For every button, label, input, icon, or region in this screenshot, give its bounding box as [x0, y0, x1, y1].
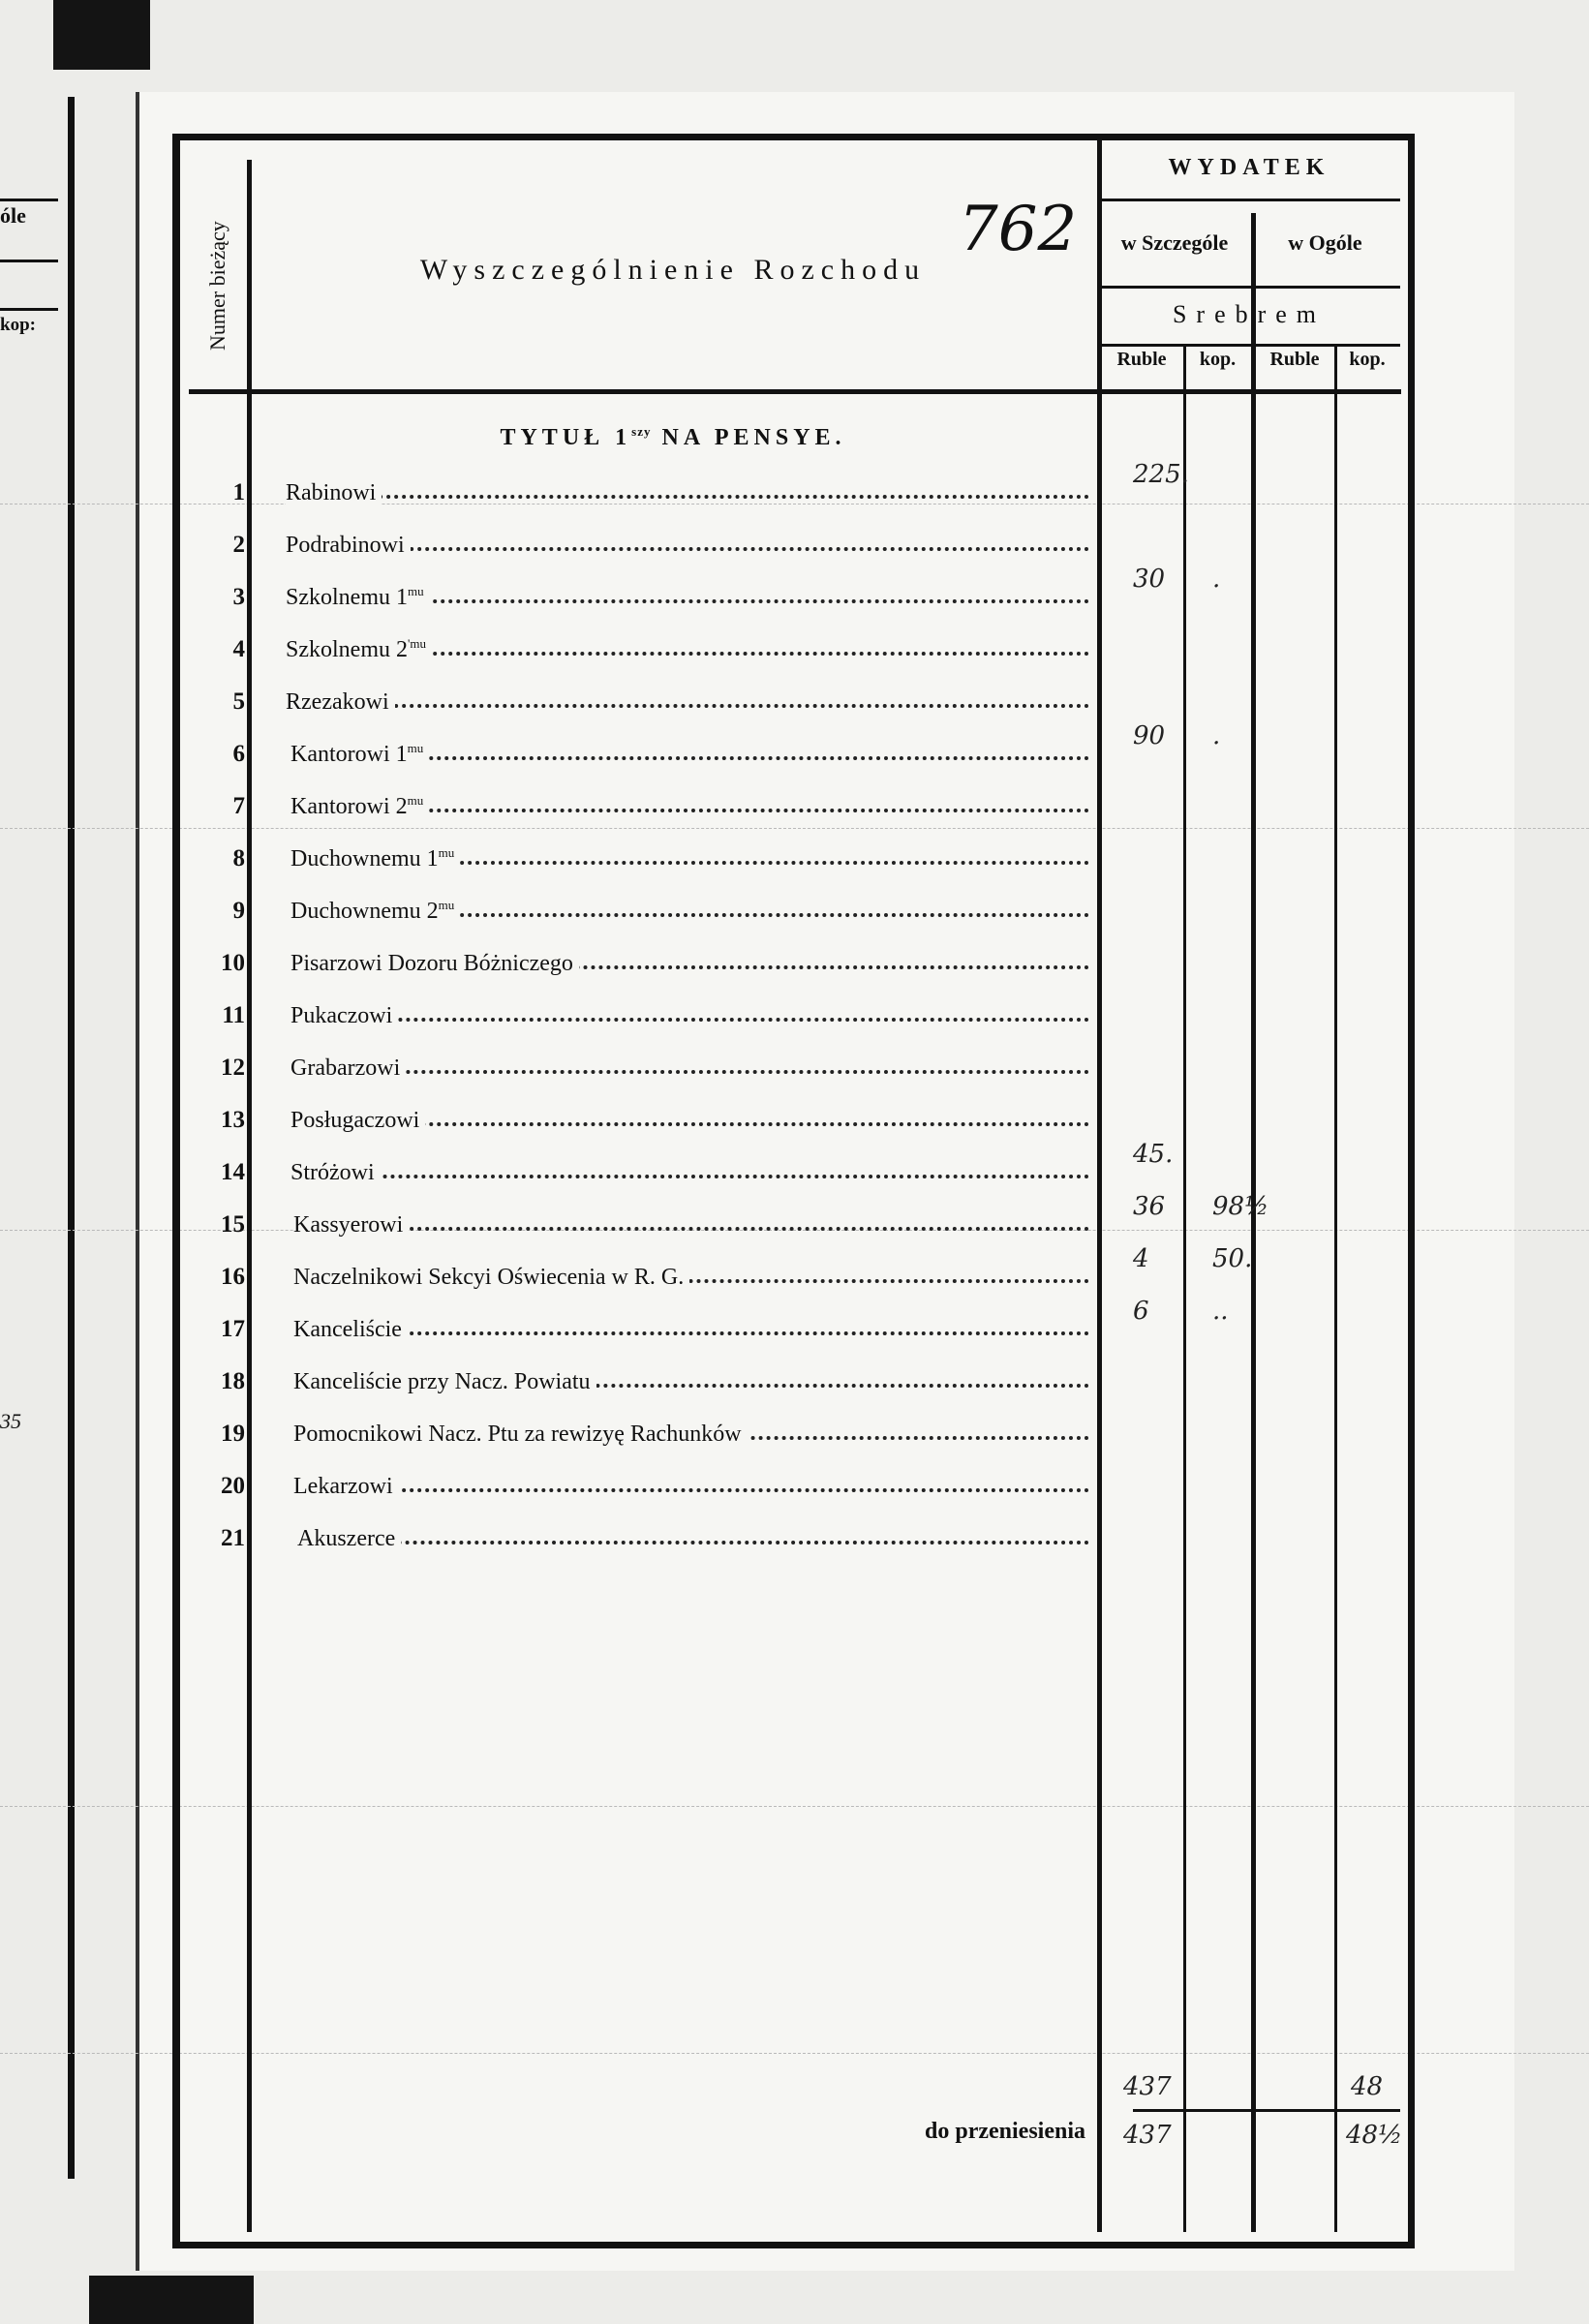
row-label — [293, 1473, 399, 1500]
row-label-sup: mu — [407, 793, 424, 808]
row-label-text: Kantorowi 1 — [290, 742, 408, 767]
table-row — [189, 1211, 1099, 1264]
row-number: 17 — [221, 1316, 245, 1342]
row-number: 13 — [221, 1107, 245, 1133]
row-label — [293, 1368, 596, 1395]
rubles-detail-header: Ruble — [1116, 349, 1167, 370]
srebrem-rule — [1097, 286, 1400, 289]
row-label-text: Rabinowi — [286, 480, 377, 505]
handwritten-page-number: 762 — [959, 194, 1078, 265]
row-number: 3 — [232, 584, 245, 610]
table-row — [189, 1368, 1099, 1421]
table-row — [189, 1107, 1099, 1159]
table-row — [189, 1421, 1099, 1473]
row-number: 14 — [221, 1159, 245, 1185]
row-label-text: Pukaczowi — [290, 1003, 393, 1028]
row-label-text: Akuszerce — [297, 1526, 396, 1551]
detail-rubles-value: 4 — [1133, 1244, 1149, 1273]
binding-tab-bottom — [89, 2276, 254, 2324]
detail-rubles-value: 36 — [1133, 1192, 1166, 1221]
row-label — [290, 845, 460, 872]
row-number: 2 — [232, 532, 245, 558]
leader-dots — [290, 1070, 1089, 1074]
left-page-rule — [0, 308, 58, 311]
leader-dots — [293, 1488, 1089, 1492]
table-row — [189, 688, 1099, 741]
row-number: 21 — [221, 1525, 245, 1551]
row-label — [290, 1002, 398, 1029]
row-label — [290, 1107, 425, 1134]
rubles-total-header: Ruble — [1269, 349, 1320, 370]
row-label-text: Posługaczowi — [290, 1108, 420, 1133]
row-label-text: Kantorowi 2 — [290, 794, 408, 819]
row-number: 15 — [221, 1211, 245, 1238]
row-number: 4 — [232, 636, 245, 662]
row-label-text: Duchownemu 1 — [290, 846, 439, 872]
row-label-text: Naczelnikowi Sekcyi Oświecenia w R. G. — [293, 1265, 685, 1290]
left-page-fragment: kop: — [0, 315, 36, 335]
row-label-text: Pomocnikowi Nacz. Ptu za rewizyę Rachunków — [293, 1422, 742, 1447]
row-number: 11 — [222, 1002, 245, 1028]
detail-kopecks-value: . — [1212, 565, 1221, 594]
left-page-fragment: 35 — [0, 1409, 21, 1433]
row-label-text: Rzezakowi — [286, 689, 389, 715]
row-label-text: Pisarzowi Dozoru Bóżniczego — [290, 951, 573, 976]
section-title — [252, 424, 1094, 451]
row-number: 10 — [221, 950, 245, 976]
leader-dots — [297, 1541, 1089, 1544]
detail-total-divider — [1251, 213, 1256, 2232]
table-row — [189, 1159, 1099, 1211]
row-label-text: Podrabinowi — [286, 533, 405, 558]
table-row — [189, 898, 1099, 950]
row-label — [286, 532, 411, 559]
row-number: 7 — [232, 793, 245, 819]
left-page-rule — [0, 260, 58, 262]
row-label — [290, 741, 429, 768]
number-column-header: Numer bieżący — [205, 221, 229, 351]
row-label-text: Grabarzowi — [290, 1055, 401, 1081]
row-number: 9 — [232, 898, 245, 924]
carry-forward-label: do przeniesienia — [925, 2119, 1085, 2144]
row-label — [286, 584, 430, 611]
leader-dots — [286, 704, 1089, 708]
row-label — [297, 1525, 401, 1552]
table-row — [189, 845, 1099, 898]
kopecks-detail-header: kop. — [1199, 349, 1237, 370]
table-row — [189, 950, 1099, 1002]
sum-rubles: 437 — [1123, 2072, 1172, 2101]
leader-dots — [290, 1175, 1089, 1178]
detail-kopecks-value: 98½ — [1212, 1192, 1269, 1221]
kopecks-total-divider — [1334, 344, 1337, 2232]
table-row — [189, 1264, 1099, 1316]
row-label — [286, 688, 395, 716]
row-label — [293, 1316, 408, 1343]
row-label — [293, 1211, 409, 1238]
row-label — [286, 636, 432, 663]
row-label — [293, 1264, 689, 1291]
left-page-rule — [0, 199, 58, 201]
row-label — [286, 479, 382, 506]
row-label-text: Szkolnemu 1 — [286, 585, 408, 610]
sum-kopecks: 48 — [1351, 2072, 1384, 2101]
row-number: 8 — [232, 845, 245, 872]
row-label-sup: mu — [407, 741, 424, 755]
section-title-main: TYTUŁ 1 — [500, 425, 632, 450]
detail-column-header: w Szczególe — [1120, 230, 1229, 255]
row-label — [290, 1055, 406, 1082]
detail-rubles-value: 45. — [1133, 1140, 1174, 1169]
detail-rubles-value: 90 — [1133, 721, 1166, 750]
detail-rubles-value: 6 — [1133, 1297, 1149, 1326]
left-page-fragment: óle — [0, 203, 26, 228]
row-number: 5 — [232, 688, 245, 715]
currency-subheader-rule — [1097, 344, 1400, 347]
row-label-sup: mu — [438, 845, 455, 860]
leader-dots — [290, 1018, 1089, 1022]
row-number: 12 — [221, 1055, 245, 1081]
table-row — [189, 793, 1099, 845]
row-label-text: Lekarzowi — [293, 1474, 393, 1499]
leader-dots — [286, 495, 1089, 499]
section-title-sup: szy — [631, 424, 652, 439]
left-page-edge — [0, 97, 75, 2179]
page-title: Wyszczególnienie Rozchodu — [419, 254, 927, 286]
wydatek-rule — [1097, 199, 1400, 201]
table-row — [189, 1525, 1099, 1577]
table-row — [189, 479, 1099, 532]
table-row — [189, 1002, 1099, 1055]
kopecks-total-header: kop. — [1349, 349, 1386, 370]
detail-rubles-value: 225. — [1133, 460, 1189, 489]
row-label-text: Kanceliście — [293, 1317, 402, 1342]
row-label-text: Szkolnemu 2 — [286, 637, 408, 662]
row-number: 19 — [221, 1421, 245, 1447]
currency-header: Srebrem — [1172, 300, 1327, 328]
header-bottom-rule — [189, 389, 1401, 394]
leader-dots — [293, 1331, 1089, 1335]
binding-tab-top — [53, 0, 150, 70]
table-row — [189, 532, 1099, 584]
row-label-text: Kassyerowi — [293, 1212, 404, 1238]
expense-header: WYDATEK — [1168, 155, 1330, 180]
table-row — [189, 741, 1099, 793]
row-number: 1 — [232, 479, 245, 505]
table-row — [189, 1473, 1099, 1525]
totals-rule — [1133, 2109, 1400, 2112]
detail-kopecks-value: 50. — [1212, 1244, 1253, 1273]
table-row — [189, 1055, 1099, 1107]
table-row — [189, 584, 1099, 636]
row-number: 6 — [232, 741, 245, 767]
row-label — [290, 1159, 381, 1186]
row-number: 16 — [221, 1264, 245, 1290]
leader-dots — [293, 1227, 1089, 1231]
row-label-sup: mu — [438, 898, 455, 912]
carry-kopecks: 48½ — [1346, 2121, 1403, 2150]
row-label — [290, 898, 460, 925]
table-row — [189, 1316, 1099, 1368]
row-label-text: Duchownemu 2 — [290, 899, 439, 924]
section-title-rest: NA PENSYE. — [661, 425, 846, 450]
row-number: 20 — [221, 1473, 245, 1499]
row-label-text: Stróżowi — [290, 1160, 375, 1185]
detail-kopecks-value: .. — [1212, 1297, 1229, 1326]
row-number: 18 — [221, 1368, 245, 1394]
detail-rubles-value: 30 — [1133, 565, 1166, 594]
detail-kopecks-value: . — [1212, 721, 1221, 750]
row-label-sup: mu — [408, 584, 424, 598]
kopecks-detail-divider — [1183, 344, 1186, 2232]
row-label-sup: 'mu — [408, 636, 426, 651]
row-label — [293, 1421, 748, 1448]
total-column-header: w Ogóle — [1288, 230, 1362, 255]
row-label — [290, 793, 429, 820]
carry-rubles: 437 — [1123, 2121, 1172, 2150]
row-label-text: Kanceliście przy Nacz. Powiatu — [293, 1369, 591, 1394]
table-row — [189, 636, 1099, 688]
row-label — [290, 950, 579, 977]
